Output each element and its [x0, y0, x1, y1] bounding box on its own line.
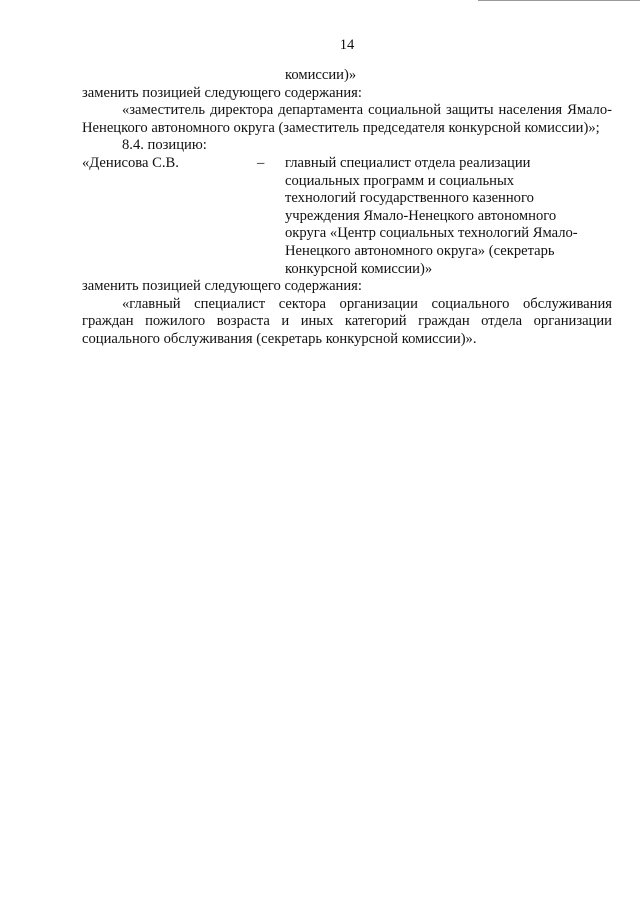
document-body	[82, 67, 612, 349]
top-edge-line	[478, 0, 640, 1]
position-dash: –	[257, 154, 265, 171]
replace-instruction-2: заменить позицией следующего содержания:	[82, 278, 362, 295]
new-item-2: «главный специалист сектора организации социального обслуживания граждан пожилого возраста и иных категорий граждан отдела организации социального обслуживания (секретарь конкурсной комиссии)».	[82, 295, 612, 347]
position-name: «Денисова С.В.	[82, 154, 179, 171]
point-label: 8.4. позицию:	[122, 137, 207, 154]
position-entry	[82, 155, 612, 278]
replace-instruction-1: заменить позицией следующего содержания:	[82, 84, 362, 101]
new-item-1: «заместитель директора департамента социальной защиты населения Ямало-Ненецкого автономного округа (заместитель председателя конкурсной комиссии)»;	[82, 102, 612, 136]
page-number: 14	[339, 37, 355, 53]
position-description: главный специалист отдела реализации социальных программ и социальных технологий государственного казенного учреждения Ямало-Ненецкого автономного округа «Центр социальных технологий Ямало-Ненецкого автономного округа» (секретарь конкурсной комиссии)»	[285, 154, 578, 277]
previous-item-tail: комиссии)»	[285, 67, 357, 83]
